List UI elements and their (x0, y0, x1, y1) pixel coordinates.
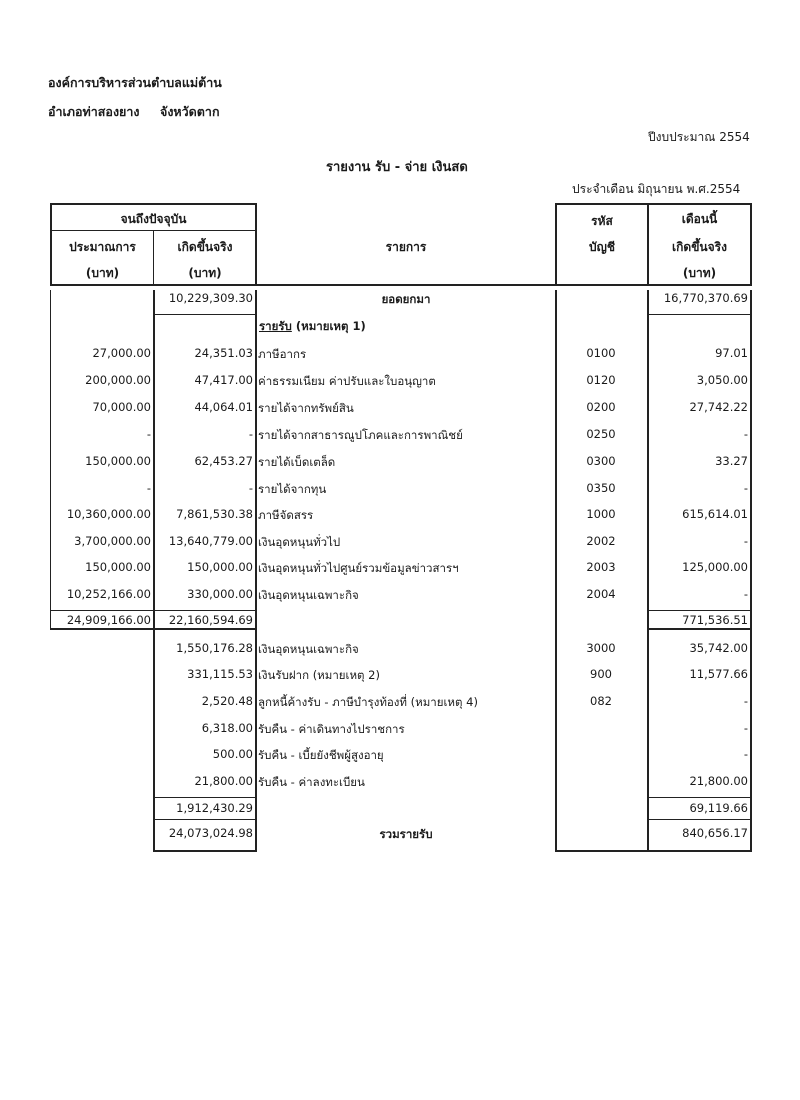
income-heading-note: (หมายเหตุ 1) (295, 319, 366, 333)
col-account: บัญชี (589, 240, 615, 254)
row-month: - (743, 694, 748, 708)
row-label: เงินอุดหนุนทั่วไป (258, 535, 341, 549)
row-actual: 47,417.00 (194, 373, 253, 387)
row-month: 33.27 (715, 454, 748, 468)
row-actual: 2,520.48 (201, 694, 253, 708)
row-estimate: 10,252,166.00 (66, 587, 151, 601)
row-month: - (743, 747, 748, 761)
grand-total-month: 840,656.17 (682, 826, 748, 840)
row-actual: 150,000.00 (187, 560, 253, 574)
org-name: องค์การบริหารส่วนตำบลแม่ต้าน (48, 75, 222, 90)
province: จังหวัดตาก (160, 104, 220, 119)
month-line: ประจำเดือน มิถุนายน พ.ศ.2554 (572, 182, 741, 196)
row-label: เงินอุดหนุนเฉพาะกิจ (258, 588, 359, 602)
row-month: 3,050.00 (696, 373, 748, 387)
row-estimate: - (146, 481, 151, 495)
row-code: 900 (590, 667, 612, 681)
col-item: รายการ (385, 240, 427, 254)
row-label: เงินอุดหนุนเฉพาะกิจ (258, 642, 359, 656)
row-code: 0200 (586, 400, 616, 414)
col-estimate-unit: (บาท) (85, 266, 120, 280)
row-code: 0300 (586, 454, 616, 468)
other-subtotal-month: 69,119.66 (689, 801, 748, 815)
row-actual: 44,064.01 (194, 400, 253, 414)
row-code: 0120 (586, 373, 616, 387)
row-estimate: 70,000.00 (92, 400, 151, 414)
income-heading-label: รายรับ (259, 319, 292, 333)
row-label: รับคืน - ค่าเดินทางไปราชการ (258, 722, 405, 736)
row-actual: 7,861,530.38 (176, 507, 253, 521)
row-code: 0250 (586, 427, 616, 441)
row-month: 27,742.22 (689, 400, 748, 414)
row-actual: 1,550,176.28 (176, 641, 253, 655)
row-code: 2003 (586, 560, 616, 574)
col-estimate: ประมาณการ (69, 240, 136, 254)
col-month-unit: (บาท) (682, 266, 717, 280)
row-actual: - (248, 481, 253, 495)
row-estimate: 10,360,000.00 (66, 507, 151, 521)
row-month: 615,614.01 (682, 507, 748, 521)
row-code: 1000 (586, 507, 616, 521)
row-label: รายได้จากทรัพย์สิน (258, 401, 354, 415)
row-label: รายได้เบ็ดเตล็ด (258, 455, 336, 469)
fiscal-year: ปีงบประมาณ 2554 (648, 130, 750, 144)
row-code: 0350 (586, 481, 616, 495)
income-heading (259, 318, 366, 336)
row-estimate: 150,000.00 (85, 454, 151, 468)
row-estimate: 150,000.00 (85, 560, 151, 574)
row-month: 21,800.00 (689, 774, 748, 788)
brought-forward-label: ยอดยกมา (381, 292, 431, 306)
brought-forward-actual: 10,229,309.30 (168, 291, 253, 305)
row-label: ภาษีอากร (258, 347, 307, 361)
row-label: รายได้จากสาธารณูปโภคและการพาณิชย์ (258, 428, 463, 442)
col-this-month: เดือนนี้ (681, 212, 718, 226)
row-month: 11,577.66 (689, 667, 748, 681)
row-month: - (743, 481, 748, 495)
row-label: ภาษีจัดสรร (258, 508, 314, 522)
row-label: รับคืน - เบี้ยยังชีพผู้สูงอายุ (258, 748, 384, 762)
row-month: 97.01 (715, 346, 748, 360)
row-month: - (743, 587, 748, 601)
report-title: รายงาน รับ - จ่าย เงินสด (326, 160, 468, 175)
row-code: 2002 (586, 534, 616, 548)
other-subtotal-actual: 1,912,430.29 (176, 801, 253, 815)
row-label: รับคืน - ค่าลงทะเบียน (258, 775, 365, 789)
col-month-actual: เกิดขึ้นจริง (672, 240, 727, 254)
row-estimate: 200,000.00 (85, 373, 151, 387)
income-subtotal-actual: 22,160,594.69 (168, 613, 253, 627)
row-estimate: 3,700,000.00 (74, 534, 151, 548)
row-month: - (743, 721, 748, 735)
row-actual: 331,115.53 (187, 667, 253, 681)
col-to-date: จนถึงปัจจุบัน (120, 212, 187, 226)
row-month: - (743, 534, 748, 548)
row-label: เงินอุดหนุนทั่วไปศูนย์รวมข้อมูลข่าวสารฯ (258, 561, 459, 575)
brought-forward-month: 16,770,370.69 (663, 291, 748, 305)
row-actual: 6,318.00 (201, 721, 253, 735)
income-subtotal-month: 771,536.51 (682, 613, 748, 627)
row-actual: 13,640,779.00 (168, 534, 253, 548)
row-code: 082 (590, 694, 612, 708)
row-estimate: 27,000.00 (92, 346, 151, 360)
row-label: ลูกหนี้ค้างรับ - ภาษีบำรุงท้องที่ (หมายเหตุ 4) (258, 695, 478, 709)
col-code: รหัส (591, 214, 613, 228)
row-actual: 24,351.03 (194, 346, 253, 360)
row-month: 125,000.00 (682, 560, 748, 574)
row-actual: - (248, 427, 253, 441)
income-subtotal-estimate: 24,909,166.00 (66, 613, 151, 627)
grand-total-label: รวมรายรับ (379, 827, 433, 841)
row-label: รายได้จากทุน (258, 482, 327, 496)
row-actual: 21,800.00 (194, 774, 253, 788)
col-actual: เกิดขึ้นจริง (177, 240, 233, 254)
col-actual-unit: (บาท) (188, 266, 222, 280)
row-month: 35,742.00 (689, 641, 748, 655)
row-code: 3000 (586, 641, 616, 655)
row-label: ค่าธรรมเนียม ค่าปรับและใบอนุญาต (258, 374, 436, 388)
row-code: 0100 (586, 346, 616, 360)
grand-total-actual: 24,073,024.98 (168, 826, 253, 840)
district: อำเภอท่าสองยาง (48, 104, 140, 119)
row-code: 2004 (586, 587, 616, 601)
row-actual: 62,453.27 (194, 454, 253, 468)
row-label: เงินรับฝาก (หมายเหตุ 2) (258, 668, 380, 682)
row-estimate: - (146, 427, 151, 441)
row-actual: 500.00 (212, 747, 253, 761)
row-actual: 330,000.00 (187, 587, 253, 601)
row-month: - (743, 427, 748, 441)
